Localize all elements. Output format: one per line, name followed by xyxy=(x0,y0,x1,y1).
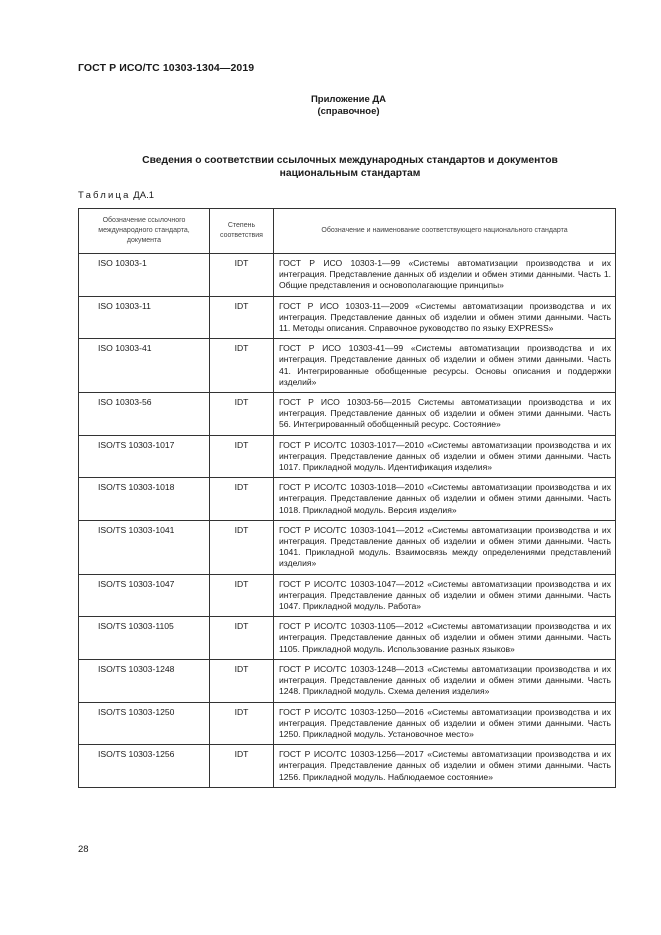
document-header: ГОСТ Р ИСО/ТС 10303-1304—2019 xyxy=(78,62,255,74)
table-row xyxy=(79,296,616,339)
reference-standard-cell: ISO/TS 10303-1248 xyxy=(79,659,210,702)
table-row xyxy=(79,574,616,617)
reference-standard-cell: ISO/TS 10303-1018 xyxy=(79,478,210,521)
degree-cell: IDT xyxy=(210,745,274,788)
table-caption-word: Таблица xyxy=(78,190,131,201)
degree-cell: IDT xyxy=(210,339,274,393)
section-title-line-1: Сведения о соответствии ссылочных международных стандартов и документов xyxy=(142,155,558,166)
reference-standard-cell: ISO 10303-56 xyxy=(79,393,210,436)
table-row xyxy=(79,478,616,521)
table-body xyxy=(79,254,616,788)
table-row xyxy=(79,254,616,297)
reference-standard-cell: ISO 10303-1 xyxy=(79,254,210,297)
degree-cell: IDT xyxy=(210,435,274,478)
degree-cell: IDT xyxy=(210,617,274,660)
national-standard-cell: ГОСТ Р ИСО 10303-1—99 «Системы автоматизации производства и их интеграция. Представление данных об изделии и обмен этими данными. Часть 1. Общие представления и основополагающие принципы» xyxy=(274,254,616,297)
degree-cell: IDT xyxy=(210,702,274,745)
table-header-row xyxy=(79,209,616,254)
degree-cell: IDT xyxy=(210,574,274,617)
appendix-title: Приложение ДА xyxy=(310,94,387,105)
national-standard-cell: ГОСТ Р ИСО/ТС 10303-1017—2010 «Системы автоматизации производства и их интеграция. Представление данных об изделии и обмен этими данными. Часть 1017. Прикладной модуль. Идентификация изделия» xyxy=(274,435,616,478)
degree-cell: IDT xyxy=(210,254,274,297)
table-row xyxy=(79,520,616,574)
national-standard-cell: ГОСТ Р ИСО/ТС 10303-1256—2017 «Системы автоматизации производства и их интеграция. Представление данных об изделии и обмен этими данными. Часть 1256. Прикладной модуль. Наблюдаемое состояние» xyxy=(274,745,616,788)
reference-standard-cell: ISO/TS 10303-1250 xyxy=(79,702,210,745)
reference-standard-cell: ISO 10303-11 xyxy=(79,296,210,339)
national-standard-cell: ГОСТ Р ИСО/ТС 10303-1105—2012 «Системы автоматизации производства и их интеграция. Представление данных об изделии и обмен этими данными. Часть 1105. Прикладной модуль. Использование разных языков» xyxy=(274,617,616,660)
national-standard-cell: ГОСТ Р ИСО 10303-56—2015 Системы автоматизации производства и их интеграция. Представление данных об изделии и обмен этими данными. Часть 56. Интегрированный обобщенный ресурс. Состояние» xyxy=(274,393,616,436)
appendix-heading xyxy=(0,94,661,118)
table-row xyxy=(79,702,616,745)
header-degree-of-correspondence: Степень соответствия xyxy=(210,209,274,254)
section-title-line-2: национальным стандартам xyxy=(279,168,421,179)
national-standard-cell: ГОСТ Р ИСО 10303-41—99 «Системы автоматизации производства и их интеграция. Представление данных об изделии и обмен этими данными. Часть 41. Интегрированные обобщенные ресурсы. Основы описания и поддержки изделий» xyxy=(274,339,616,393)
reference-standard-cell: ISO/TS 10303-1047 xyxy=(79,574,210,617)
page-number: 28 xyxy=(78,844,89,855)
national-standard-cell: ГОСТ Р ИСО 10303-11—2009 «Системы автоматизации производства и их интеграция. Представление данных об изделии и обмен этими данными. Часть 11. Методы описания. Справочное руководство по языку EXPRESS» xyxy=(274,296,616,339)
national-standard-cell: ГОСТ Р ИСО/ТС 10303-1248—2013 «Системы автоматизации производства и их интеграция. Представление данных об изделии и обмен этими данными. Часть 1248. Прикладной модуль. Схема деления изделия» xyxy=(274,659,616,702)
table-row xyxy=(79,659,616,702)
reference-standard-cell: ISO/TS 10303-1041 xyxy=(79,520,210,574)
national-standard-cell: ГОСТ Р ИСО/ТС 10303-1041—2012 «Системы автоматизации производства и их интеграция. Представление данных об изделии и обмен этими данными. Часть 1041. Прикладной модуль. Взаимосвязь между определениями представлений изделия» xyxy=(274,520,616,574)
degree-cell: IDT xyxy=(210,296,274,339)
reference-standard-cell: ISO/TS 10303-1256 xyxy=(79,745,210,788)
table-row xyxy=(79,435,616,478)
table-caption-number: ДА.1 xyxy=(133,190,154,201)
header-reference-standard: Обозначение ссылочного международного стандарта, документа xyxy=(79,209,210,254)
national-standard-cell: ГОСТ Р ИСО/ТС 10303-1018—2010 «Системы автоматизации производства и их интеграция. Представление данных об изделии и обмен этими данными. Часть 1018. Прикладной модуль. Версия изделия» xyxy=(274,478,616,521)
reference-standard-cell: ISO 10303-41 xyxy=(79,339,210,393)
table-row xyxy=(79,393,616,436)
reference-standard-cell: ISO/TS 10303-1105 xyxy=(79,617,210,660)
header-national-standard: Обозначение и наименование соответствующего национального стандарта xyxy=(274,209,616,254)
degree-cell: IDT xyxy=(210,659,274,702)
correspondence-table xyxy=(78,208,616,788)
degree-cell: IDT xyxy=(210,393,274,436)
reference-standard-cell: ISO/TS 10303-1017 xyxy=(79,435,210,478)
national-standard-cell: ГОСТ Р ИСО/ТС 10303-1047—2012 «Системы автоматизации производства и их интеграция. Представление данных об изделии и обмен этими данными. Часть 1047. Прикладной модуль. Работа» xyxy=(274,574,616,617)
national-standard-cell: ГОСТ Р ИСО/ТС 10303-1250—2016 «Системы автоматизации производства и их интеграция. Представление данных об изделии и обмен этими данными. Часть 1250. Прикладной модуль. Установочное место» xyxy=(274,702,616,745)
table-caption xyxy=(78,190,154,201)
degree-cell: IDT xyxy=(210,478,274,521)
table-row xyxy=(79,745,616,788)
table-row xyxy=(79,617,616,660)
appendix-subtitle: (справочное) xyxy=(317,106,380,117)
degree-cell: IDT xyxy=(210,520,274,574)
table-row xyxy=(79,339,616,393)
section-title xyxy=(90,154,610,180)
